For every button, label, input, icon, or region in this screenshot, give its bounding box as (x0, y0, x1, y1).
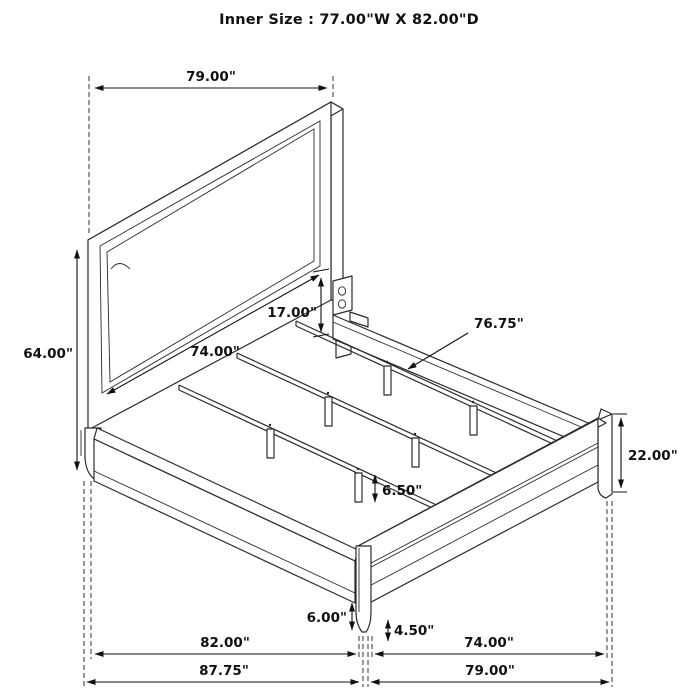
page-title: Inner Size : 77.00"W X 82.00"D (219, 12, 479, 28)
headboard-side-face (331, 102, 343, 300)
dim-label-headboard-inner-width: 74.00" (190, 344, 240, 360)
side-rail-front-face (94, 439, 355, 603)
dim-label-foot-leg: 6.00" (306, 610, 347, 626)
screw-dot (269, 424, 271, 426)
support-leg (267, 429, 274, 458)
dim-label-inner-width: 74.00" (464, 635, 514, 651)
dim-label-inner-depth: 82.00" (200, 635, 250, 651)
support-leg-measured (355, 473, 362, 502)
dim-label-panel-height: 17.00" (267, 305, 317, 321)
footboard (356, 409, 612, 632)
footboard-inner-face (358, 419, 598, 609)
screw-dot (327, 392, 329, 394)
dim-label-footboard-height: 22.00" (628, 448, 678, 464)
dim-label-side-rail-length: 76.75" (474, 316, 524, 332)
side-rail-back (333, 315, 600, 452)
support-leg (384, 366, 391, 395)
footboard-left-leg (356, 546, 371, 632)
support-leg (470, 406, 477, 435)
dim-label-total-depth: 87.75" (199, 663, 249, 679)
screw-dot (472, 401, 474, 403)
dim-label-headboard-height: 64.00" (23, 346, 73, 362)
side-rail-back-flange (333, 322, 600, 435)
side-rail-front (94, 428, 358, 603)
screw-dot (414, 433, 416, 435)
dim-label-top-width: 79.00" (186, 69, 236, 85)
side-rail-back-face (333, 315, 600, 452)
screw-dot (386, 361, 388, 363)
support-leg (412, 438, 419, 467)
headboard-front-face (88, 102, 331, 430)
support-leg (325, 397, 332, 426)
dim-label-total-width: 79.00" (465, 663, 515, 679)
dim-label-foot-leg-lower: 4.50" (394, 623, 435, 639)
screw-dot (357, 468, 359, 470)
dim-label-center-leg: 6.50" (382, 483, 423, 499)
